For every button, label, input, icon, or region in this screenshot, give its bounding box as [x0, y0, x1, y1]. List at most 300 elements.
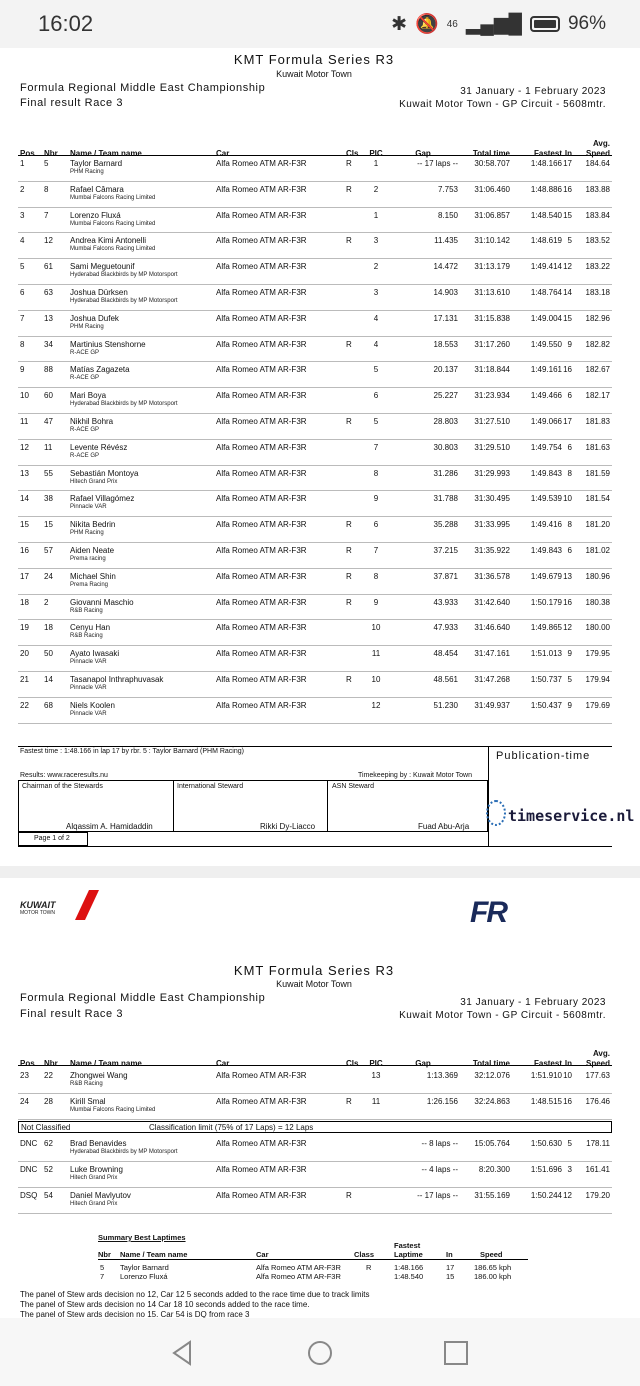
cell-nbr: 63: [44, 288, 53, 297]
cell-cls: R: [346, 520, 352, 530]
cell-in: 14: [563, 288, 572, 297]
cell-pos: 15: [20, 520, 29, 530]
cell-pic: 9: [373, 597, 379, 607]
cell-team: PHM Racing: [70, 530, 104, 537]
bluetooth-icon: ✱: [391, 13, 408, 35]
cell-fastest: 1:49.843: [530, 546, 562, 555]
cell-pic: 5: [373, 417, 379, 426]
decision-line: The panel of Stew ards decision no 14 Car 18 10 seconds added to the race time.: [20, 1300, 310, 1309]
cell-nbr: 14: [44, 675, 53, 684]
cell-speed: 181.63: [585, 442, 610, 452]
cell-fastest: 1:49.539: [530, 494, 562, 504]
cell-pos: 20: [20, 649, 29, 659]
cell-total: 31:06.857: [474, 210, 510, 220]
cell-pos: 4: [20, 236, 25, 246]
cell-in: 9: [567, 339, 572, 349]
cell-pic: 11: [371, 649, 381, 659]
table-row: [18, 233, 612, 259]
cell-pos: DNC: [20, 1139, 38, 1148]
cell-in: 9: [567, 649, 572, 659]
cell-gap: 31.788: [433, 494, 458, 504]
chair-label: Chairman of the Stewards: [22, 783, 103, 790]
cell-name: Giovanni Maschio: [70, 597, 134, 607]
cell-nbr: 7: [44, 210, 49, 220]
cell-in: 8: [567, 468, 572, 478]
cell-fastest: 1:51.013: [530, 649, 562, 659]
timeservice-logo-icon: [486, 800, 506, 826]
cell-nbr: 47: [44, 417, 53, 426]
cell-pos: 22: [20, 700, 29, 710]
cell-fastest: 1:48.886: [530, 184, 562, 194]
cell-car: Alfa Romeo ATM AR-F3R: [216, 623, 307, 633]
cell-nbr: 11: [44, 442, 53, 452]
cell-gap: 1:26.156: [426, 1097, 458, 1106]
summary-name: Taylor Barnard: [120, 1263, 169, 1272]
cell-nbr: 57: [44, 546, 53, 555]
cell-team: PHM Racing: [70, 323, 104, 330]
cell-gap: 47.933: [433, 623, 458, 633]
cell-gap: 43.933: [433, 597, 458, 607]
table-row: [18, 466, 612, 492]
signal-icon: ▂▄▆█: [465, 13, 522, 35]
cell-gap: -- 4 laps --: [421, 1165, 458, 1174]
cell-name: Niels Koolen: [70, 700, 115, 710]
cell-team: Hyderabad Blackbirds by MP Motorsport: [70, 1149, 178, 1155]
cell-pic: 3: [373, 236, 379, 246]
cell-nbr: 55: [44, 468, 53, 478]
not-classified-bar: Not Classified Classification limit (75% of 17 Laps) = 12 Laps: [18, 1121, 612, 1133]
cell-speed: 179.95: [585, 649, 610, 659]
cell-total: 31:06.460: [474, 184, 510, 194]
cell-fastest: 1:50.437: [530, 700, 562, 710]
cell-nbr: 18: [44, 623, 53, 633]
cell-name: Sebastián Montoya: [70, 468, 139, 478]
cell-car: Alfa Romeo ATM AR-F3R: [216, 313, 307, 323]
cell-cls: R: [346, 236, 352, 246]
cell-speed: 176.46: [585, 1097, 610, 1106]
cell-team: Prema racing: [70, 556, 106, 562]
cell-name: Rafael Câmara: [70, 184, 124, 194]
results-page-2: [0, 878, 640, 1318]
cell-name: Cenyu Han: [70, 623, 111, 633]
timeservice-brand: timeservice.nl: [508, 807, 635, 825]
cell-name: Luke Browning: [70, 1165, 123, 1174]
cell-pos: 12: [20, 442, 29, 452]
cell-car: Alfa Romeo ATM AR-F3R: [216, 468, 307, 478]
fastest-note: Fastest time : 1:48.166 in lap 17 by rbr. 5 : Taylor Barnard (PHM Racing): [20, 748, 244, 755]
cell-pic: 6: [373, 391, 379, 401]
cell-car: Alfa Romeo ATM AR-F3R: [216, 1165, 307, 1174]
cell-car: Alfa Romeo ATM AR-F3R: [216, 675, 307, 684]
cell-fastest: 1:49.679: [530, 571, 562, 581]
cell-name: Martinius Stenshorne: [70, 339, 146, 349]
cell-pic: 10: [371, 623, 381, 633]
cell-pos: 5: [20, 262, 25, 272]
status-bar: [0, 0, 640, 48]
cell-in: 16: [563, 597, 572, 607]
summary-speed: 186.65 kph: [474, 1263, 512, 1272]
table-row: [18, 208, 612, 234]
cell-cls: R: [346, 339, 352, 349]
result-title: Final result Race 3: [20, 97, 124, 109]
cell-pic: 3: [373, 288, 379, 297]
circuit: Kuwait Motor Town - GP Circuit - 5608mtr.: [399, 99, 606, 110]
summary-car: Alfa Romeo ATM AR-F3R: [256, 1263, 341, 1272]
table-row: [18, 517, 612, 543]
cell-pos: DSQ: [20, 1191, 38, 1200]
cell-cls: R: [346, 1097, 352, 1106]
cell-cls: R: [346, 597, 352, 607]
cell-speed: 181.20: [585, 520, 610, 530]
cell-team: R-ACE GP: [70, 349, 100, 356]
cell-name: Joshua Dürksen: [70, 288, 128, 297]
cell-speed: 180.00: [585, 623, 610, 633]
cell-pos: 17: [20, 571, 29, 581]
cell-name: Levente Révész: [70, 442, 128, 452]
cell-gap: 48.454: [433, 649, 458, 659]
cell-pos: 1: [20, 159, 25, 168]
cell-total: 31:18.844: [474, 365, 510, 375]
cell-total: 31:36.578: [474, 571, 510, 581]
cell-name: Rafael Villagómez: [70, 494, 135, 504]
page-number: Page 1 of 2: [34, 835, 70, 842]
cell-name: Zhongwei Wang: [70, 1071, 128, 1080]
summary-nbr: 5: [100, 1263, 105, 1272]
table-row: [18, 156, 612, 182]
results-url[interactable]: Results: www.raceresults.nu: [20, 772, 108, 779]
cell-car: Alfa Romeo ATM AR-F3R: [216, 262, 307, 272]
cell-pic: 11: [371, 1097, 381, 1106]
cell-nbr: 28: [44, 1097, 53, 1106]
cell-car: Alfa Romeo ATM AR-F3R: [216, 365, 307, 375]
event-dates: 31 January - 1 February 2023: [460, 86, 606, 97]
cell-pos: 23: [20, 1071, 29, 1080]
cell-speed: 182.82: [585, 339, 610, 349]
cell-total: 31:13.610: [474, 288, 510, 297]
cell-team: R-ACE GP: [70, 452, 100, 459]
cell-car: Alfa Romeo ATM AR-F3R: [216, 288, 307, 297]
summary-name: Lorenzo Fluxá: [120, 1272, 168, 1281]
home-icon[interactable]: [307, 1340, 333, 1366]
cell-team: Hyderabad Blackbirds by MP Motorsport: [70, 272, 178, 279]
cell-car: Alfa Romeo ATM AR-F3R: [216, 546, 307, 555]
cell-nbr: 38: [44, 494, 53, 504]
cell-speed: 178.11: [586, 1139, 610, 1148]
cell-in: 13: [563, 571, 572, 581]
cell-total: 31:29.510: [474, 442, 510, 452]
cell-in: 17: [563, 159, 572, 168]
cell-name: Joshua Dufek: [70, 313, 119, 323]
cell-in: 15: [563, 210, 572, 220]
cell-nbr: 54: [44, 1191, 53, 1200]
cell-pos: DNC: [20, 1165, 38, 1174]
cell-pic: 8: [373, 571, 379, 581]
cell-pos: 18: [20, 597, 29, 607]
table-header: Pos Nbr Name / Team name Car Cls PIC Gap Total time Fastest In Avg. Speed: [20, 139, 610, 158]
cell-name: Nikita Bedrin: [70, 520, 116, 530]
cell-nbr: 61: [44, 262, 53, 272]
decision-line: The panel of Stew ards decision no 15. Car 54 is DQ from race 3: [20, 1310, 250, 1318]
cell-pic: 5: [373, 365, 379, 375]
cell-in: 6: [567, 391, 572, 401]
table-row: [18, 672, 612, 698]
summary-cls: R: [366, 1263, 372, 1272]
cell-speed: 179.69: [585, 700, 610, 710]
table-row: [18, 414, 612, 440]
cell-name: Kirill Smal: [70, 1097, 106, 1106]
cell-fastest: 1:50.244: [530, 1191, 562, 1200]
cell-team: R&B Racing: [70, 607, 103, 614]
cell-pos: 13: [20, 468, 29, 478]
summary-nbr: 7: [100, 1272, 105, 1281]
cell-in: 9: [567, 700, 572, 710]
cell-gap: 20.137: [433, 365, 458, 375]
cell-total: 31:10.142: [474, 236, 510, 246]
cell-total: 31:23.934: [474, 391, 510, 401]
cell-pic: 1: [373, 210, 379, 220]
navigation-bar: [0, 1318, 640, 1386]
cell-nbr: 52: [44, 1165, 53, 1174]
cell-pic: 2: [373, 262, 379, 272]
chair-name: Alqassim A. Hamidaddin: [66, 822, 153, 831]
cell-team: R&B Racing: [70, 1081, 103, 1087]
cell-pic: 9: [373, 494, 379, 504]
cell-gap: 25.227: [433, 391, 458, 401]
cell-gap: 11.435: [434, 236, 458, 246]
cell-car: Alfa Romeo ATM AR-F3R: [216, 1191, 307, 1200]
cell-speed: 182.67: [585, 365, 610, 375]
cell-fastest: 1:49.754: [530, 442, 562, 452]
summary-in: 15: [446, 1272, 455, 1281]
cell-car: Alfa Romeo ATM AR-F3R: [216, 597, 307, 607]
cell-team: Prema Racing: [70, 581, 109, 588]
table-header-2: Pos Nbr Name / Team name Car Cls PIC Gap Total time Fastest In Avg. Speed: [20, 1049, 610, 1068]
cell-speed: 179.94: [585, 675, 610, 684]
cell-pic: 6: [373, 520, 379, 530]
cell-team: Pinnacle VAR: [70, 504, 107, 511]
cell-nbr: 62: [44, 1139, 53, 1148]
cell-pos: 19: [20, 623, 29, 633]
cell-nbr: 13: [44, 313, 53, 323]
cell-pos: 11: [20, 417, 29, 426]
cell-gap: 18.553: [433, 339, 458, 349]
cell-car: Alfa Romeo ATM AR-F3R: [216, 159, 307, 168]
cell-gap: 1:13.369: [426, 1071, 458, 1080]
recents-icon[interactable]: [443, 1340, 469, 1366]
cell-name: Aiden Neate: [70, 546, 115, 555]
cell-pos: 6: [20, 288, 25, 297]
cell-total: 31:49.937: [474, 700, 510, 710]
cell-gap: 14.472: [433, 262, 458, 272]
cell-fastest: 1:51.910: [530, 1071, 562, 1080]
cell-speed: 161.41: [585, 1165, 610, 1174]
cell-in: 8: [567, 520, 572, 530]
cell-fastest: 1:49.843: [530, 468, 562, 478]
cell-speed: 179.20: [585, 1191, 610, 1200]
cell-total: 31:33.995: [474, 520, 510, 530]
circuit-2: Kuwait Motor Town - GP Circuit - 5608mtr.: [399, 1010, 606, 1021]
cell-name: Nikhil Bohra: [70, 417, 114, 426]
cell-team: R-ACE GP: [70, 375, 100, 382]
cell-name: Mari Boya: [70, 391, 107, 401]
cell-speed: 182.96: [585, 313, 610, 323]
table-row: [18, 362, 612, 388]
cell-team: Hitech Grand Prix: [70, 478, 118, 485]
table-row: [18, 1068, 612, 1094]
cell-gap: -- 17 laps --: [417, 1191, 458, 1200]
event-title: KMT Formula Series R3: [233, 52, 395, 67]
intl-label: International Steward: [177, 783, 244, 790]
championship-2: Formula Regional Middle East Championship: [20, 992, 266, 1004]
cell-fastest: 1:49.414: [530, 262, 562, 272]
cell-in: 5: [567, 675, 572, 684]
cell-pos: 2: [20, 184, 25, 194]
cell-car: Alfa Romeo ATM AR-F3R: [216, 442, 307, 452]
cell-team: Hyderabad Blackbirds by MP Motorsport: [70, 298, 178, 304]
cell-fastest: 1:50.179: [530, 597, 562, 607]
cell-pos: 14: [20, 494, 29, 504]
cell-gap: -- 17 laps --: [417, 159, 458, 168]
cell-fastest: 1:49.550: [530, 339, 562, 349]
cell-name: Brad Benavides: [70, 1139, 127, 1148]
cell-name: Ayato Iwasaki: [70, 649, 120, 659]
cell-in: 5: [567, 236, 572, 246]
table-row: [18, 646, 612, 672]
cell-pos: 24: [20, 1097, 29, 1106]
cell-in: 12: [563, 623, 572, 633]
event-dates-2: 31 January - 1 February 2023: [460, 997, 606, 1008]
cell-car: Alfa Romeo ATM AR-F3R: [216, 210, 307, 220]
cell-speed: 183.84: [585, 210, 610, 220]
summary-speed: 186.00 kph: [474, 1272, 512, 1281]
cell-gap: 14.903: [433, 288, 458, 297]
cell-car: Alfa Romeo ATM AR-F3R: [216, 571, 307, 581]
cell-cls: R: [346, 417, 352, 426]
cell-total: 31:13.179: [474, 262, 510, 272]
cell-fastest: 1:50.630: [530, 1139, 562, 1148]
summary-title: Summary Best Laptimes: [98, 1233, 186, 1242]
cell-car: Alfa Romeo ATM AR-F3R: [216, 700, 307, 710]
table-row: [18, 1188, 612, 1214]
cell-pos: 9: [20, 365, 25, 375]
decision-line: The panel of Stew ards decision no 12, Car 12 5 seconds added to the race time due to track limits: [20, 1290, 370, 1299]
battery-percent: 96%: [567, 13, 606, 34]
table-row: [18, 595, 612, 621]
cell-pos: 16: [20, 546, 29, 555]
result-title-2: Final result Race 3: [20, 1008, 124, 1020]
table-row: [18, 620, 612, 646]
cell-total: 31:47.161: [474, 649, 510, 659]
cell-nbr: 88: [44, 365, 53, 375]
cell-car: Alfa Romeo ATM AR-F3R: [216, 520, 307, 530]
table-row: [18, 337, 612, 363]
publication-time: Publication-time: [496, 750, 591, 762]
cell-total: 31:47.268: [474, 675, 510, 684]
cell-total: 32:24.863: [474, 1097, 510, 1106]
cell-cls: R: [346, 571, 352, 581]
cell-car: Alfa Romeo ATM AR-F3R: [216, 417, 307, 426]
cell-gap: 51.230: [433, 700, 458, 710]
cell-in: 16: [563, 365, 572, 375]
summary-header: Nbr Name / Team name Car Class Fastest Laptime In Speed: [98, 1244, 528, 1260]
cell-nbr: 2: [44, 597, 49, 607]
cell-gap: 31.286: [433, 468, 458, 478]
cell-total: 31:15.838: [474, 313, 510, 323]
cell-fastest: 1:49.466: [530, 391, 562, 401]
cell-gap: 48.561: [433, 675, 458, 684]
cell-car: Alfa Romeo ATM AR-F3R: [216, 1139, 307, 1148]
cell-total: 31:29.993: [474, 468, 510, 478]
event-venue-2: Kuwait Motor Town: [276, 979, 352, 989]
cell-gap: 7.753: [437, 184, 458, 194]
cell-team: Hitech Grand Prix: [70, 1175, 118, 1181]
cell-nbr: 50: [44, 649, 53, 659]
cell-car: Alfa Romeo ATM AR-F3R: [216, 391, 307, 401]
cell-speed: 183.88: [585, 184, 610, 194]
cell-nbr: 24: [44, 571, 53, 581]
cell-name: Sami Meguetounif: [70, 262, 135, 272]
results-page-1: [0, 48, 640, 870]
championship: Formula Regional Middle East Championship: [20, 82, 266, 94]
cell-nbr: 22: [44, 1071, 53, 1080]
cell-speed: 181.59: [585, 468, 610, 478]
table-row: [18, 698, 612, 724]
cell-gap: 8.150: [437, 210, 458, 220]
cell-cls: R: [346, 675, 352, 684]
cell-gap: 30.803: [433, 442, 458, 452]
table-row: [18, 285, 612, 311]
cell-car: Alfa Romeo ATM AR-F3R: [216, 649, 307, 659]
cell-name: Michael Shin: [70, 571, 116, 581]
summary-car: Alfa Romeo ATM AR-F3R: [256, 1272, 341, 1281]
summary-lap: 1:48.540: [394, 1272, 424, 1281]
cell-speed: 180.96: [585, 571, 610, 581]
cell-in: 6: [567, 546, 572, 555]
cell-total: 8:20.300: [478, 1165, 510, 1174]
cell-speed: 183.22: [585, 262, 610, 272]
cell-gap: 28.803: [433, 417, 458, 426]
event-venue: Kuwait Motor Town: [276, 69, 352, 79]
cell-team: Mumbai Falcons Racing Limited: [70, 1107, 156, 1113]
cell-total: 31:35.922: [474, 546, 510, 555]
cell-pic: 12: [371, 700, 381, 710]
cell-fastest: 1:48.166: [530, 159, 562, 168]
cell-name: Andrea Kimi Antonelli: [70, 236, 147, 246]
cell-in: 3: [567, 1165, 572, 1174]
table-row: [18, 569, 612, 595]
back-icon[interactable]: [170, 1340, 196, 1366]
cell-in: 16: [563, 1097, 572, 1106]
table-row: [18, 1162, 612, 1188]
cell-pic: 10: [371, 675, 381, 684]
cell-pos: 8: [20, 339, 25, 349]
cell-car: Alfa Romeo ATM AR-F3R: [216, 236, 307, 246]
cell-gap: 37.871: [433, 571, 458, 581]
event-title-2: KMT Formula Series R3: [233, 963, 395, 978]
cell-pos: 3: [20, 210, 25, 220]
cell-in: 17: [563, 417, 572, 426]
cell-total: 32:12.076: [474, 1071, 510, 1080]
cell-gap: 17.131: [433, 313, 458, 323]
cell-car: Alfa Romeo ATM AR-F3R: [216, 1097, 307, 1106]
table-row: [18, 491, 612, 517]
timekeeping: Timekeeping by : Kuwait Motor Town: [358, 772, 472, 779]
table-row: [18, 311, 612, 337]
cell-pic: 13: [371, 1071, 381, 1080]
cell-nbr: 34: [44, 339, 53, 349]
summary-row: [98, 1263, 528, 1272]
cell-pic: 8: [373, 468, 379, 478]
